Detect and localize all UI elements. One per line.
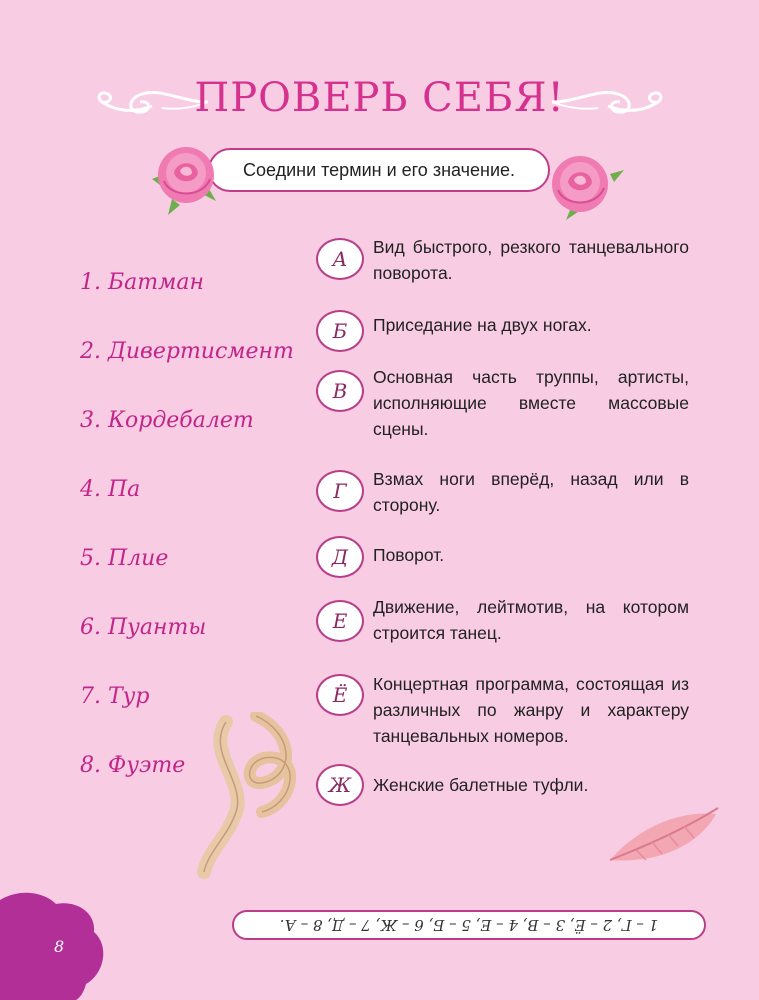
term-divertisment: 2. Дивертисмент [80,339,294,364]
rose-left-illustration [150,135,222,221]
definition-text-a: Вид быстрого, резкого танцевального поворота. [373,237,689,283]
definition-text-yo: Концертная программа, состоящая из различных по жанру и характеру танцевальных номеров. [373,674,689,746]
definition-letter-zh: Ж [316,764,364,806]
term-kordebalet: 3. Кордебалет [80,408,254,433]
term-puanty: 6. Пуанты [80,615,207,640]
definition-text-e: Движение, лейтмотив, на котором строится танец. [373,597,689,643]
answer-key-text: 1 – Г, 2 – Ё, 3 – В, 4 – Е, 5 – Б, 6 – Ж, 7 – Д, 8 – А. [279,916,659,934]
definition-text-zh: Женские балетные туфли. [373,775,589,795]
term-plie: 5. Плие [80,546,169,571]
instruction-banner: Соедини термин и его значение. [208,148,550,192]
definition-letter-b: Б [316,310,364,352]
definition-letter-g: Г [316,470,364,512]
definition-text-v: Основная часть труппы, артисты, исполняющие вместе массовые сцены. [373,367,689,439]
definition-letter-d: Д [316,536,364,578]
rose-right-illustration [540,148,626,222]
ribbon-illustration [196,712,308,880]
title-area [0,70,759,130]
definition-letter-yo: Ё [316,674,364,716]
right-flourish-ornament [550,80,668,120]
term-pa: 4. Па [80,477,141,502]
page-number: 8 [54,937,65,956]
term-batman: 1. Батман [80,270,204,295]
definition-text-g: Взмах ноги вперёд, назад или в сторону. [373,469,689,515]
definition-letter-a: А [316,238,364,280]
feather-illustration [606,800,726,872]
term-tur: 7. Тур [80,684,150,709]
definition-text-b: Приседание на двух ногах. [373,315,592,335]
definition-letter-v: В [316,370,364,412]
definition-text-d: Поворот. [373,545,445,565]
page-title: ПРОВЕРЬ СЕБЯ! [194,75,565,121]
definition-letter-e: Е [316,600,364,642]
answer-key-bar [232,910,706,940]
term-fuete: 8. Фуэте [80,753,186,778]
